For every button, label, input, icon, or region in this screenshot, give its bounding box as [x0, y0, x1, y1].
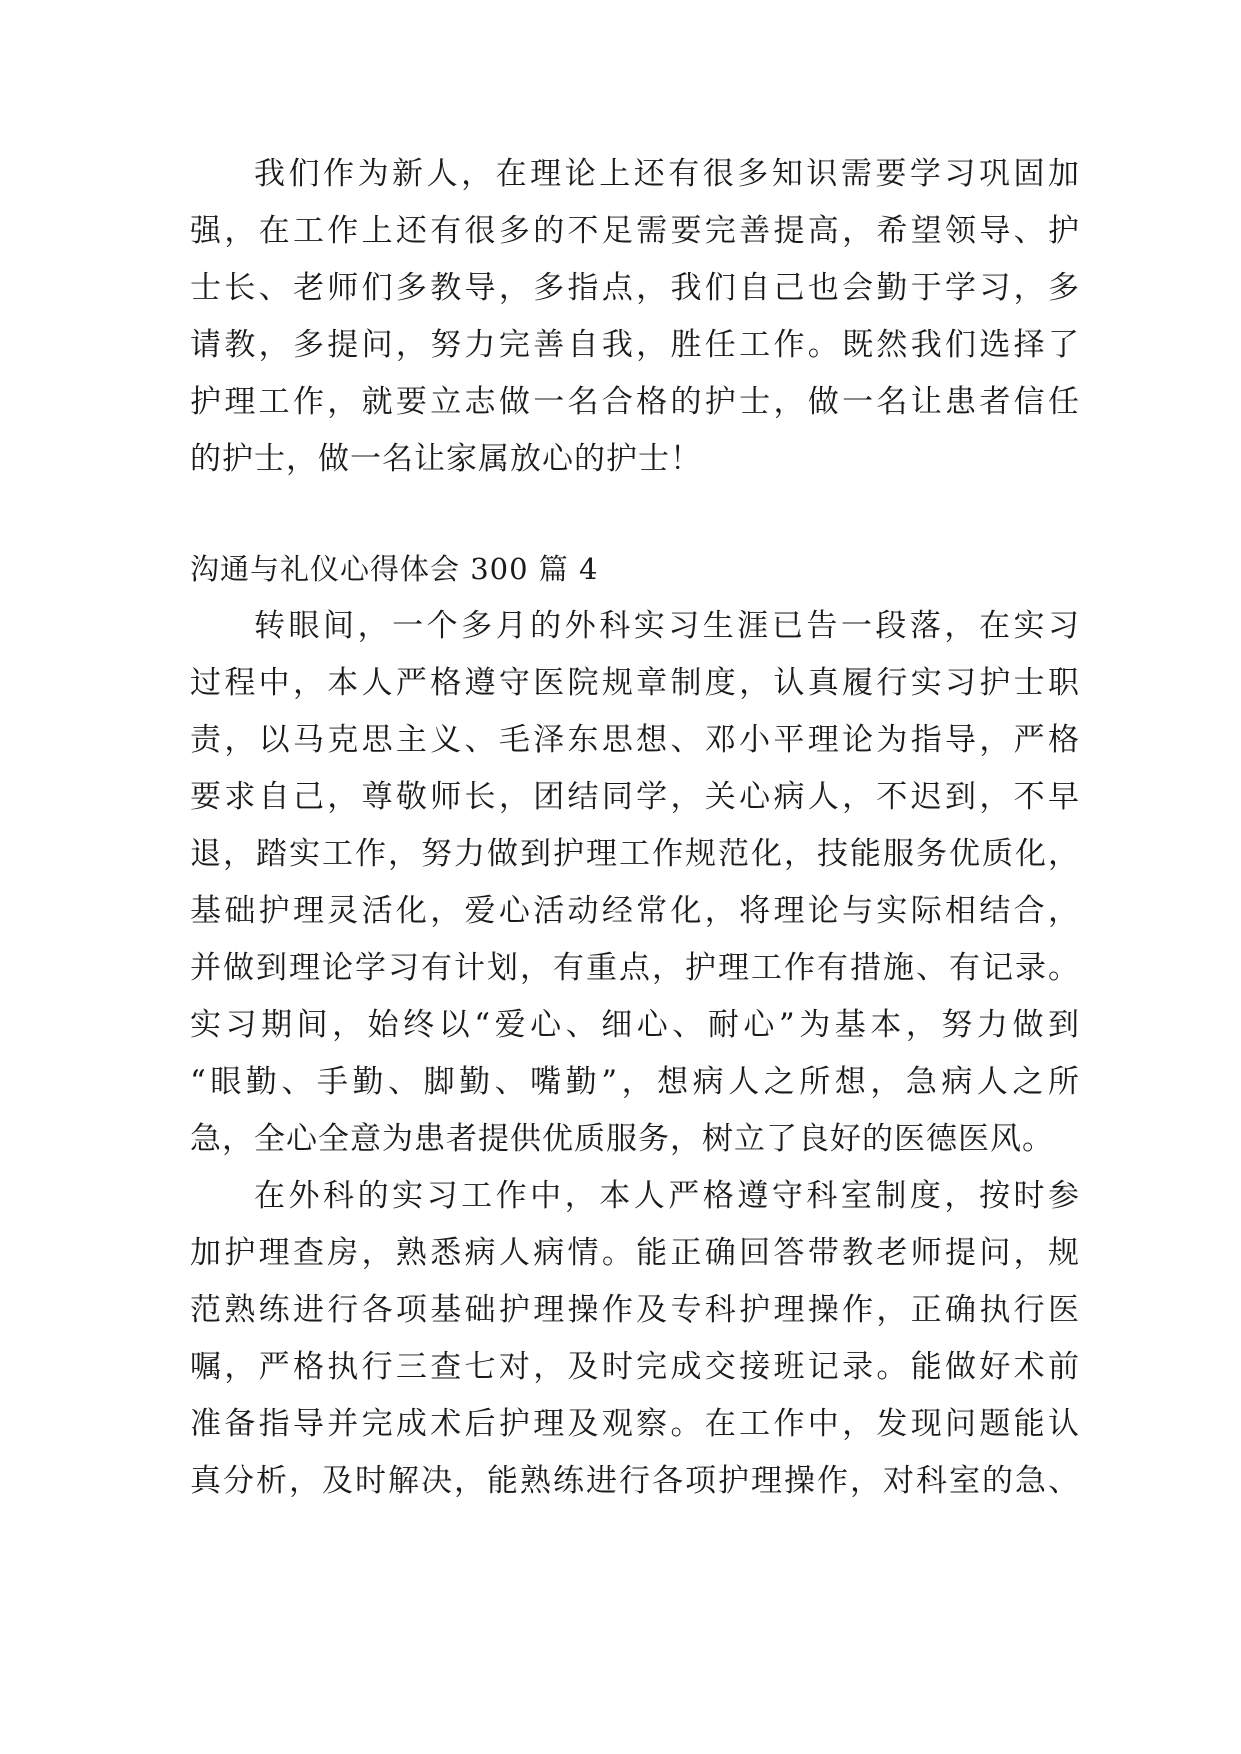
paragraph-line: 真分析，及时解决，能熟练进行各项护理操作，对科室的急、	[190, 1463, 1080, 1499]
paragraph-line: 基础护理灵活化，爱心活动经常化，将理论与实际相结合，	[190, 893, 1080, 929]
paragraph-line: 责，以马克思主义、毛泽东思想、邓小平理论为指导，严格	[190, 722, 1080, 758]
section-heading: 沟通与礼仪心得体会 300 篇 4	[190, 552, 599, 586]
paragraph-line: 嘱，严格执行三查七对，及时完成交接班记录。能做好术前	[190, 1349, 1080, 1385]
paragraph-line: 急，全心全意为患者提供优质服务，树立了良好的医德医风。	[190, 1121, 1054, 1157]
paragraph-line: 范熟练进行各项基础护理操作及专科护理操作，正确执行医	[190, 1292, 1080, 1328]
paragraph-line: 要求自己，尊敬师长，团结同学，关心病人，不迟到，不早	[190, 779, 1080, 815]
paragraph-line: 强，在工作上还有很多的不足需要完善提高，希望领导、护	[190, 213, 1080, 249]
paragraph-line: 请教，多提问，努力完善自我，胜任工作。既然我们选择了	[190, 327, 1080, 363]
paragraph-line: 士长、老师们多教导，多指点，我们自己也会勤于学习，多	[190, 270, 1080, 306]
paragraph-line: 过程中，本人严格遵守医院规章制度，认真履行实习护士职	[190, 665, 1080, 701]
paragraph-line: 的护士，做一名让家属放心的护士！	[190, 441, 702, 477]
paragraph-line: 转眼间，一个多月的外科实习生涯已告一段落，在实习	[254, 608, 1080, 644]
paragraph-line: “眼勤、手勤、脚勤、嘴勤”，想病人之所想，急病人之所	[190, 1064, 1080, 1100]
paragraph-line: 护理工作，就要立志做一名合格的护士，做一名让患者信任	[190, 384, 1080, 420]
paragraph-line: 加护理查房，熟悉病人病情。能正确回答带教老师提问，规	[190, 1235, 1080, 1271]
paragraph-line: 退，踏实工作，努力做到护理工作规范化，技能服务优质化，	[190, 836, 1080, 872]
paragraph-line: 在外科的实习工作中，本人严格遵守科室制度，按时参	[254, 1178, 1080, 1214]
paragraph-line: 并做到理论学习有计划，有重点，护理工作有措施、有记录。	[190, 950, 1080, 986]
paragraph-line: 实习期间，始终以“爱心、细心、耐心”为基本，努力做到	[190, 1007, 1080, 1043]
paragraph-line: 我们作为新人，在理论上还有很多知识需要学习巩固加	[254, 156, 1080, 192]
paragraph-line: 准备指导并完成术后护理及观察。在工作中，发现问题能认	[190, 1406, 1080, 1442]
